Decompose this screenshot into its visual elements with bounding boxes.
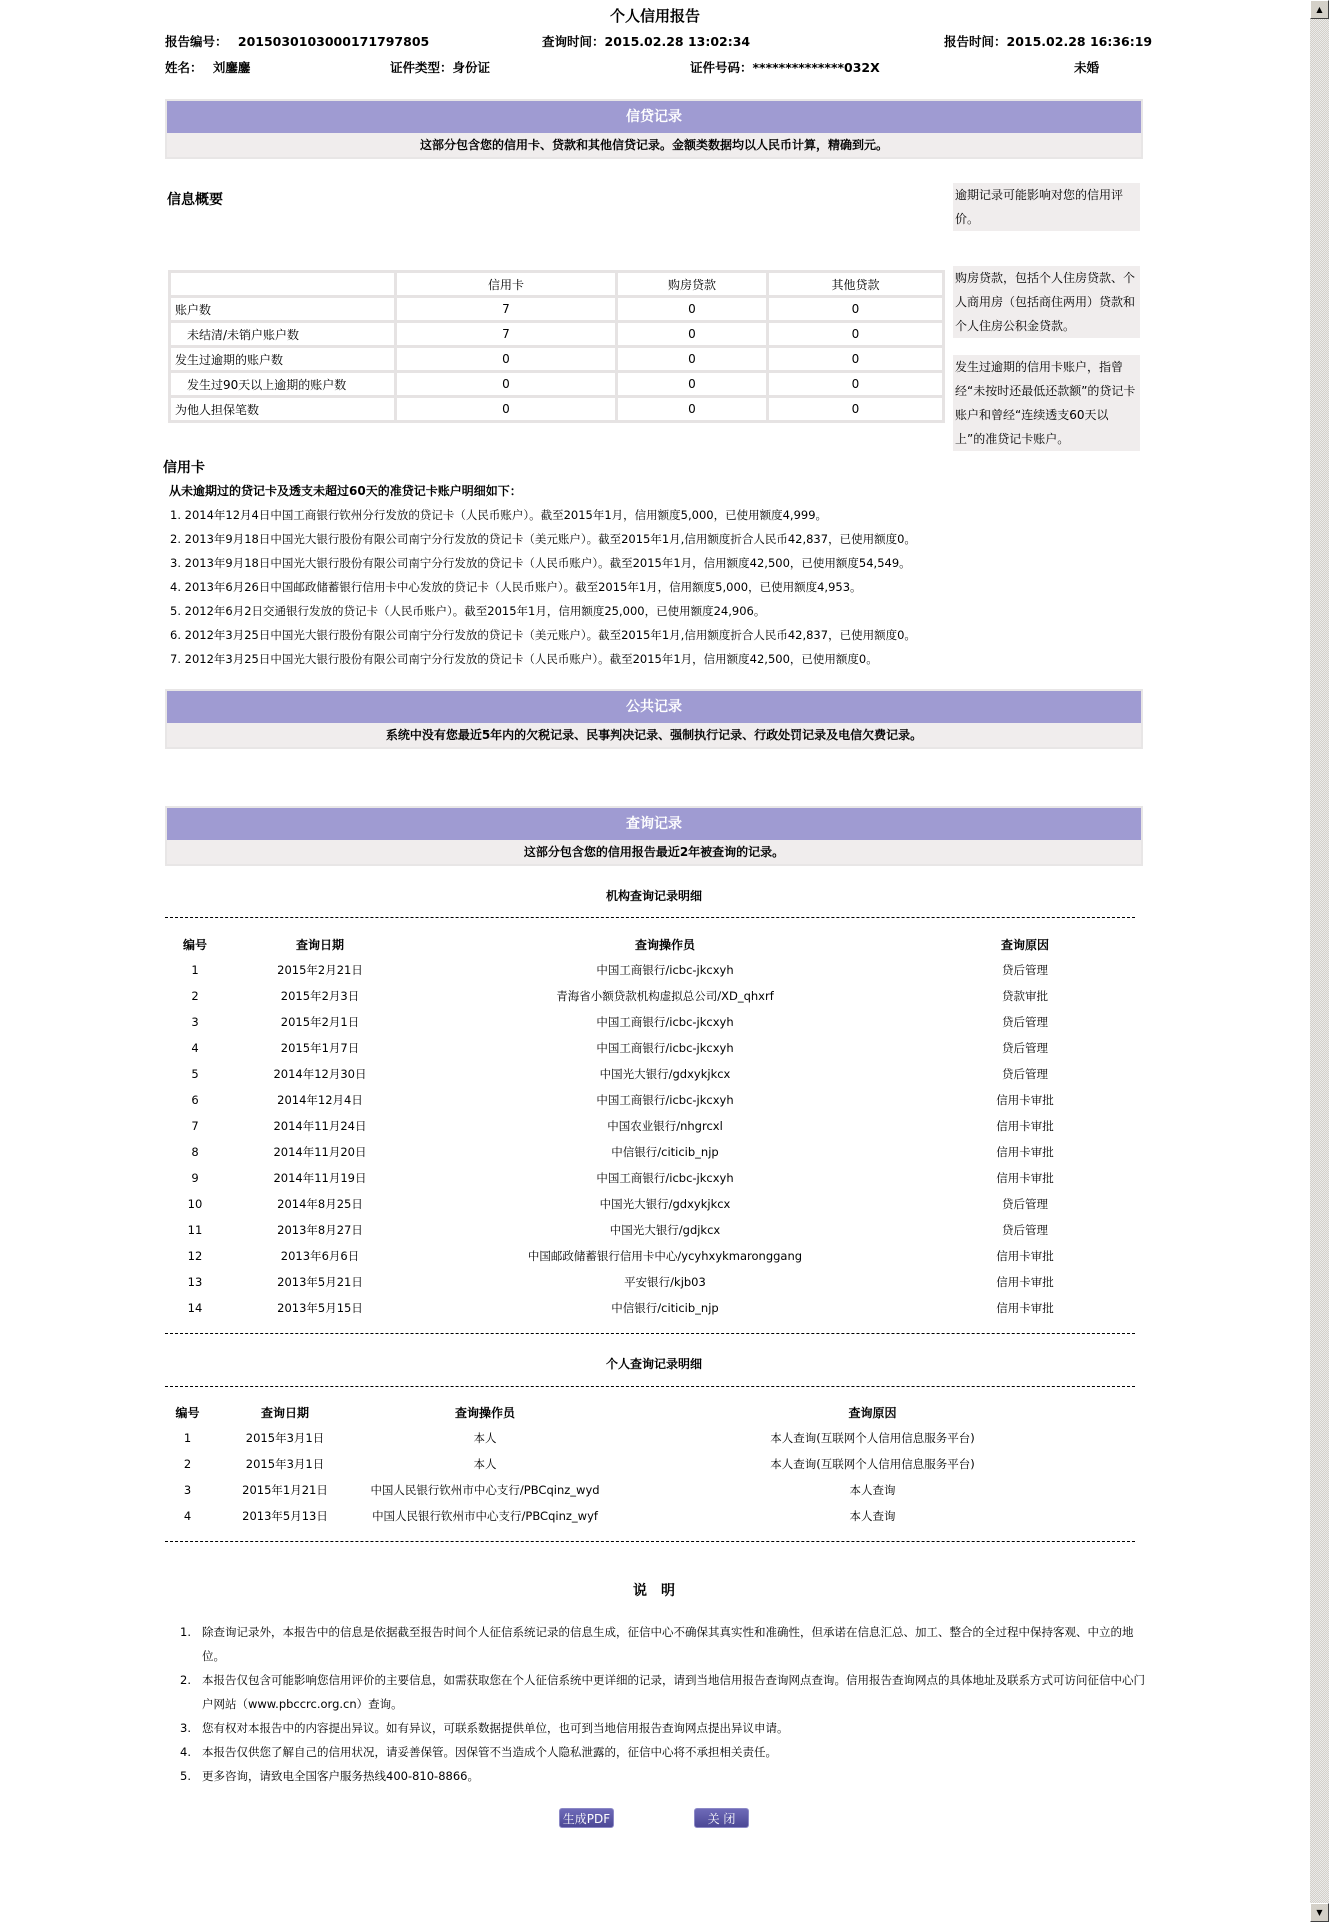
cell: 信用卡审批 [996, 1301, 1054, 1315]
table-row [165, 1165, 1135, 1191]
vertical-scrollbar[interactable] [1310, 0, 1329, 1922]
cell: 2013年5月21日 [277, 1275, 363, 1289]
id-number-value: **************032X [752, 60, 880, 75]
cell: 2015年2月1日 [280, 1015, 360, 1029]
table-row [165, 1217, 1135, 1243]
summary-heading: 信息概要 [167, 192, 223, 208]
col-operator: 查询操作员 [454, 1405, 515, 1420]
institution-query-table [165, 931, 1135, 1321]
cell: 4 [183, 1509, 192, 1523]
cell: 2015年2月3日 [280, 989, 360, 1003]
cell: 贷后管理 [1002, 1197, 1048, 1211]
cell: 2013年8月27日 [277, 1223, 363, 1237]
row-label: 发生过逾期的账户数 [170, 347, 396, 372]
table-row [165, 1035, 1135, 1061]
cell: 2 [191, 989, 199, 1003]
cell: 5 [191, 1067, 199, 1081]
summary-col-other-loan: 其他贷款 [768, 272, 944, 297]
credit-card-item: 6. 2012年3月25日中国光大银行股份有限公司南宁分行发放的贷记卡（美元账户）。截至2015年1月,信用额度折合人民币42,837，已使用额度0。 [170, 628, 916, 642]
cell: 贷款审批 [1002, 989, 1048, 1003]
report-time-label: 报告时间： [944, 34, 1007, 49]
report-time-value: 2015.02.28 16:36:19 [1006, 34, 1153, 49]
table-row [165, 1087, 1135, 1113]
cell: 0 [768, 397, 944, 422]
row-label: 发生过90天以上逾期的账户数 [170, 372, 396, 397]
cell: 本人查询 [849, 1483, 896, 1497]
cell: 中国光大银行/gdxykjkcx [599, 1067, 731, 1081]
row-label: 未结清/未销户账户数 [170, 322, 396, 347]
item-text: 更多咨询，请致电全国客户服务热线400-810-8866。 [202, 1769, 479, 1783]
note-overdue-card: 发生过逾期的信用卡账户，指曾经“未按时还最低还款额”的贷记卡账户和曾经“连续透支60天以上”的准贷记卡账户。 [953, 355, 1140, 451]
table-row [170, 347, 944, 372]
table-row [165, 1477, 1135, 1503]
summary-table [168, 270, 945, 423]
cell: 7 [191, 1119, 199, 1133]
item-text: 本报告仅包含可能影响您信用评价的主要信息，如需获取您在个人征信系统中更详细的记录，请到当地信用报告查询网点查询。信用报告查询网点的具体地址及联系方式可访问征信中心门户网站（www.pbccrc.org.cn）查询。 [202, 1673, 1145, 1711]
cell: 7 [396, 297, 617, 322]
cell: 2014年11月20日 [273, 1145, 367, 1159]
cell: 0 [768, 347, 944, 372]
cell: 10 [187, 1197, 203, 1211]
cell: 7 [396, 322, 617, 347]
item-number: 5. [180, 1769, 191, 1783]
cell: 14 [187, 1301, 203, 1315]
cell: 2015年1月21日 [242, 1483, 328, 1497]
cell: 2 [183, 1457, 192, 1471]
credit-card-intro: 从未逾期过的贷记卡及透支未超过60天的准贷记卡账户明细如下： [169, 484, 522, 498]
cell: 中国农业银行/nhgrcxl [607, 1119, 723, 1133]
table-row [165, 1113, 1135, 1139]
credit-section-header [165, 99, 1143, 159]
cell: 中国工商银行/icbc-jkcxyh [596, 1015, 734, 1029]
cell: 中信银行/citicib_njp [611, 1301, 719, 1315]
summary-col-empty [170, 272, 396, 297]
cell: 11 [187, 1223, 203, 1237]
cell: 本人 [473, 1431, 497, 1445]
report-time [944, 32, 1152, 50]
name-label: 姓名： [165, 60, 203, 75]
report-number-value: 2015030103000171797805 [237, 34, 430, 49]
table-row [165, 1269, 1135, 1295]
credit-card-item: 5. 2012年6月2日交通银行发放的贷记卡（人民币账户）。截至2015年1月，信用额度25,000，已使用额度24,906。 [170, 604, 766, 618]
credit-card-item: 2. 2013年9月18日中国光大银行股份有限公司南宁分行发放的贷记卡（美元账户）。截至2015年1月,信用额度折合人民币42,837，已使用额度0。 [170, 532, 916, 546]
report-number-label: 报告编号： [165, 34, 228, 49]
id-type-label: 证件类型： [390, 60, 453, 75]
id-number [690, 58, 880, 76]
row-label: 为他人担保笔数 [170, 397, 396, 422]
cell: 0 [617, 372, 768, 397]
public-section-header [165, 689, 1143, 749]
cell: 本人查询(互联网个人信用信息服务平台) [770, 1431, 975, 1445]
close-button[interactable]: 关 闭 [694, 1808, 749, 1828]
table-row [170, 397, 944, 422]
credit-card-item: 4. 2013年6月26日中国邮政储蓄银行信用卡中心发放的贷记卡（人民币账户）。截至2015年1月，信用额度5,000，已使用额度4,953。 [170, 580, 862, 594]
cell: 本人 [473, 1457, 497, 1471]
cell: 1 [183, 1431, 192, 1445]
cell: 贷后管理 [1002, 963, 1048, 977]
query-time-label: 查询时间： [542, 34, 605, 49]
table-row [170, 322, 944, 347]
table-row [165, 1009, 1135, 1035]
credit-card-item: 7. 2012年3月25日中国光大银行股份有限公司南宁分行发放的贷记卡（人民币账户）。截至2015年1月，信用额度42,500，已使用额度0。 [170, 652, 878, 666]
cell: 信用卡审批 [996, 1145, 1054, 1159]
item-number: 2. [180, 1673, 191, 1687]
query-time [542, 32, 750, 50]
table-row [165, 957, 1135, 983]
item-text: 本报告仅供您了解自己的信用状况，请妥善保管。因保管不当造成个人隐私泄露的，征信中心将不承担相关责任。 [202, 1745, 777, 1759]
personal-query-heading: 个人查询记录明细 [605, 1357, 702, 1371]
cell: 0 [617, 322, 768, 347]
table-row [165, 1139, 1135, 1165]
cell: 信用卡审批 [996, 1119, 1054, 1133]
id-number-label: 证件号码： [690, 60, 753, 75]
cell: 1 [191, 963, 199, 977]
table-row [165, 1425, 1135, 1451]
cell: 2015年3月1日 [245, 1431, 325, 1445]
cell: 中国工商银行/icbc-jkcxyh [596, 1041, 734, 1055]
divider [165, 1333, 1135, 1334]
divider [165, 1541, 1135, 1542]
divider [165, 1386, 1135, 1387]
cell: 0 [617, 297, 768, 322]
institution-query-heading: 机构查询记录明细 [605, 889, 702, 903]
cell: 2014年12月30日 [273, 1067, 367, 1081]
cell: 本人查询(互联网个人信用信息服务平台) [770, 1457, 975, 1471]
cell: 2013年5月13日 [242, 1509, 328, 1523]
query-section-header [165, 806, 1143, 866]
credit-card-item: 1. 2014年12月4日中国工商银行钦州分行发放的贷记卡（人民币账户）。截至2015年1月，信用额度5,000，已使用额度4,999。 [170, 508, 828, 522]
personal-query-table [165, 1399, 1135, 1529]
table-row [165, 1503, 1135, 1529]
cell: 中国光大银行/gdjkcx [609, 1223, 721, 1237]
cell: 信用卡审批 [996, 1171, 1054, 1185]
cell: 2014年8月25日 [277, 1197, 363, 1211]
cell: 中国工商银行/icbc-jkcxyh [596, 1171, 734, 1185]
credit-section-subtitle: 这部分包含您的信用卡、贷款和其他信贷记录。金额类数据均以人民币计算，精确到元。 [167, 133, 1141, 157]
cell: 0 [768, 322, 944, 347]
explanation-title: 说 明 [633, 1583, 675, 1599]
cell: 0 [396, 347, 617, 372]
credit-card-heading: 信用卡 [163, 460, 205, 476]
cell: 2015年2月21日 [277, 963, 363, 977]
cell: 0 [768, 372, 944, 397]
cell: 贷后管理 [1002, 1041, 1048, 1055]
note-overdue: 逾期记录可能影响对您的信用评价。 [953, 183, 1140, 231]
institution-query-header [165, 931, 1135, 957]
table-row [165, 1191, 1135, 1217]
cell: 8 [191, 1145, 199, 1159]
col-date: 查询日期 [260, 1405, 309, 1420]
cell: 0 [396, 372, 617, 397]
cell: 4 [191, 1041, 199, 1055]
cell: 中国人民银行钦州市中心支行/PBCqinz_wyf [372, 1509, 598, 1523]
name-value: 刘鏖鏖 [212, 60, 251, 75]
item-number: 1. [180, 1625, 191, 1639]
table-row [165, 1243, 1135, 1269]
cell: 中国邮政储蓄银行信用卡中心/ycyhxykmaronggang [527, 1249, 803, 1263]
cell: 3 [191, 1015, 199, 1029]
cell: 9 [191, 1171, 199, 1185]
cell: 本人查询 [849, 1509, 896, 1523]
id-type [390, 58, 490, 76]
cell: 0 [617, 347, 768, 372]
credit-card-item: 3. 2013年9月18日中国光大银行股份有限公司南宁分行发放的贷记卡（人民币账户）。截至2015年1月，信用额度42,500，已使用额度54,549。 [170, 556, 911, 570]
cell: 6 [191, 1093, 199, 1107]
cell: 3 [183, 1483, 192, 1497]
name [165, 58, 250, 76]
explanation-item [180, 1764, 1145, 1788]
cell: 2013年6月6日 [280, 1249, 360, 1263]
cell: 中国光大银行/gdxykjkcx [599, 1197, 731, 1211]
col-reason: 查询原因 [848, 1405, 897, 1420]
col-number: 编号 [182, 937, 207, 952]
cell: 信用卡审批 [996, 1249, 1054, 1263]
cell: 0 [396, 397, 617, 422]
query-section-title: 查询记录 [167, 808, 1141, 840]
cell: 2014年12月4日 [277, 1093, 363, 1107]
scroll-up-icon[interactable]: ▲ [1310, 0, 1329, 19]
divider [165, 917, 1135, 918]
cell: 2013年5月15日 [277, 1301, 363, 1315]
table-row [170, 297, 944, 322]
cell: 中国人民银行钦州市中心支行/PBCqinz_wyd [370, 1483, 600, 1497]
note-housing-loan: 购房贷款，包括个人住房贷款、个人商用房（包括商住两用）贷款和个人住房公积金贷款。 [953, 266, 1140, 338]
col-operator: 查询操作员 [634, 937, 695, 952]
item-text: 除查询记录外，本报告中的信息是依据截至报告时间个人征信系统记录的信息生成，征信中心不确保其真实性和准确性，但承诺在信息汇总、加工、整合的全过程中保持客观、中立的地位。 [202, 1625, 1134, 1663]
summary-col-credit-card: 信用卡 [396, 272, 617, 297]
query-section-subtitle: 这部分包含您的信用报告最近2年被查询的记录。 [167, 840, 1141, 864]
cell: 中国工商银行/icbc-jkcxyh [596, 963, 734, 977]
summary-table-header [170, 272, 944, 297]
cell: 贷后管理 [1002, 1015, 1048, 1029]
item-text: 您有权对本报告中的内容提出异议。如有异议，可联系数据提供单位，也可到当地信用报告查询网点提出异议申请。 [202, 1721, 789, 1735]
explanation-item [180, 1740, 1145, 1764]
cell: 信用卡审批 [996, 1275, 1054, 1289]
credit-section-title: 信贷记录 [167, 101, 1141, 133]
item-number: 4. [180, 1745, 191, 1759]
row-label: 账户数 [170, 297, 396, 322]
cell: 贷后管理 [1002, 1223, 1048, 1237]
report-number [165, 32, 429, 50]
query-time-value: 2015.02.28 13:02:34 [604, 34, 751, 49]
cell: 中国工商银行/icbc-jkcxyh [596, 1093, 734, 1107]
explanation-item [180, 1716, 1145, 1740]
scroll-down-icon[interactable]: ▼ [1310, 1903, 1329, 1922]
cell: 12 [187, 1249, 203, 1263]
cell: 0 [617, 397, 768, 422]
table-row [165, 983, 1135, 1009]
cell: 0 [768, 297, 944, 322]
col-number: 编号 [175, 1405, 200, 1420]
cell: 中信银行/citicib_njp [611, 1145, 719, 1159]
explanation-list [180, 1620, 1145, 1788]
summary-col-housing-loan: 购房贷款 [617, 272, 768, 297]
table-row [170, 372, 944, 397]
id-type-value: 身份证 [452, 60, 491, 75]
marital-status: 未婚 [1074, 60, 1100, 75]
cell: 2015年1月7日 [280, 1041, 360, 1055]
cell: 贷后管理 [1002, 1067, 1048, 1081]
table-row [165, 1451, 1135, 1477]
table-row [165, 1295, 1135, 1321]
cell: 信用卡审批 [996, 1093, 1054, 1107]
explanation-item [180, 1668, 1145, 1716]
col-reason: 查询原因 [1000, 937, 1049, 952]
cell: 2014年11月24日 [273, 1119, 367, 1133]
personal-query-header [165, 1399, 1135, 1425]
col-date: 查询日期 [295, 937, 344, 952]
explanation-item [180, 1620, 1145, 1668]
generate-pdf-button[interactable]: 生成PDF [559, 1808, 614, 1828]
page-title: 个人信用报告 [609, 7, 700, 25]
cell: 青海省小额贷款机构虚拟总公司/XD_qhxrf [556, 989, 774, 1003]
item-number: 3. [180, 1721, 191, 1735]
public-section-title: 公共记录 [167, 691, 1141, 723]
cell: 2015年3月1日 [245, 1457, 325, 1471]
cell: 13 [187, 1275, 203, 1289]
cell: 2014年11月19日 [273, 1171, 367, 1185]
public-section-subtitle: 系统中没有您最近5年内的欠税记录、民事判决记录、强制执行记录、行政处罚记录及电信欠费记录。 [167, 723, 1141, 747]
table-row [165, 1061, 1135, 1087]
cell: 平安银行/kjb03 [624, 1275, 706, 1289]
